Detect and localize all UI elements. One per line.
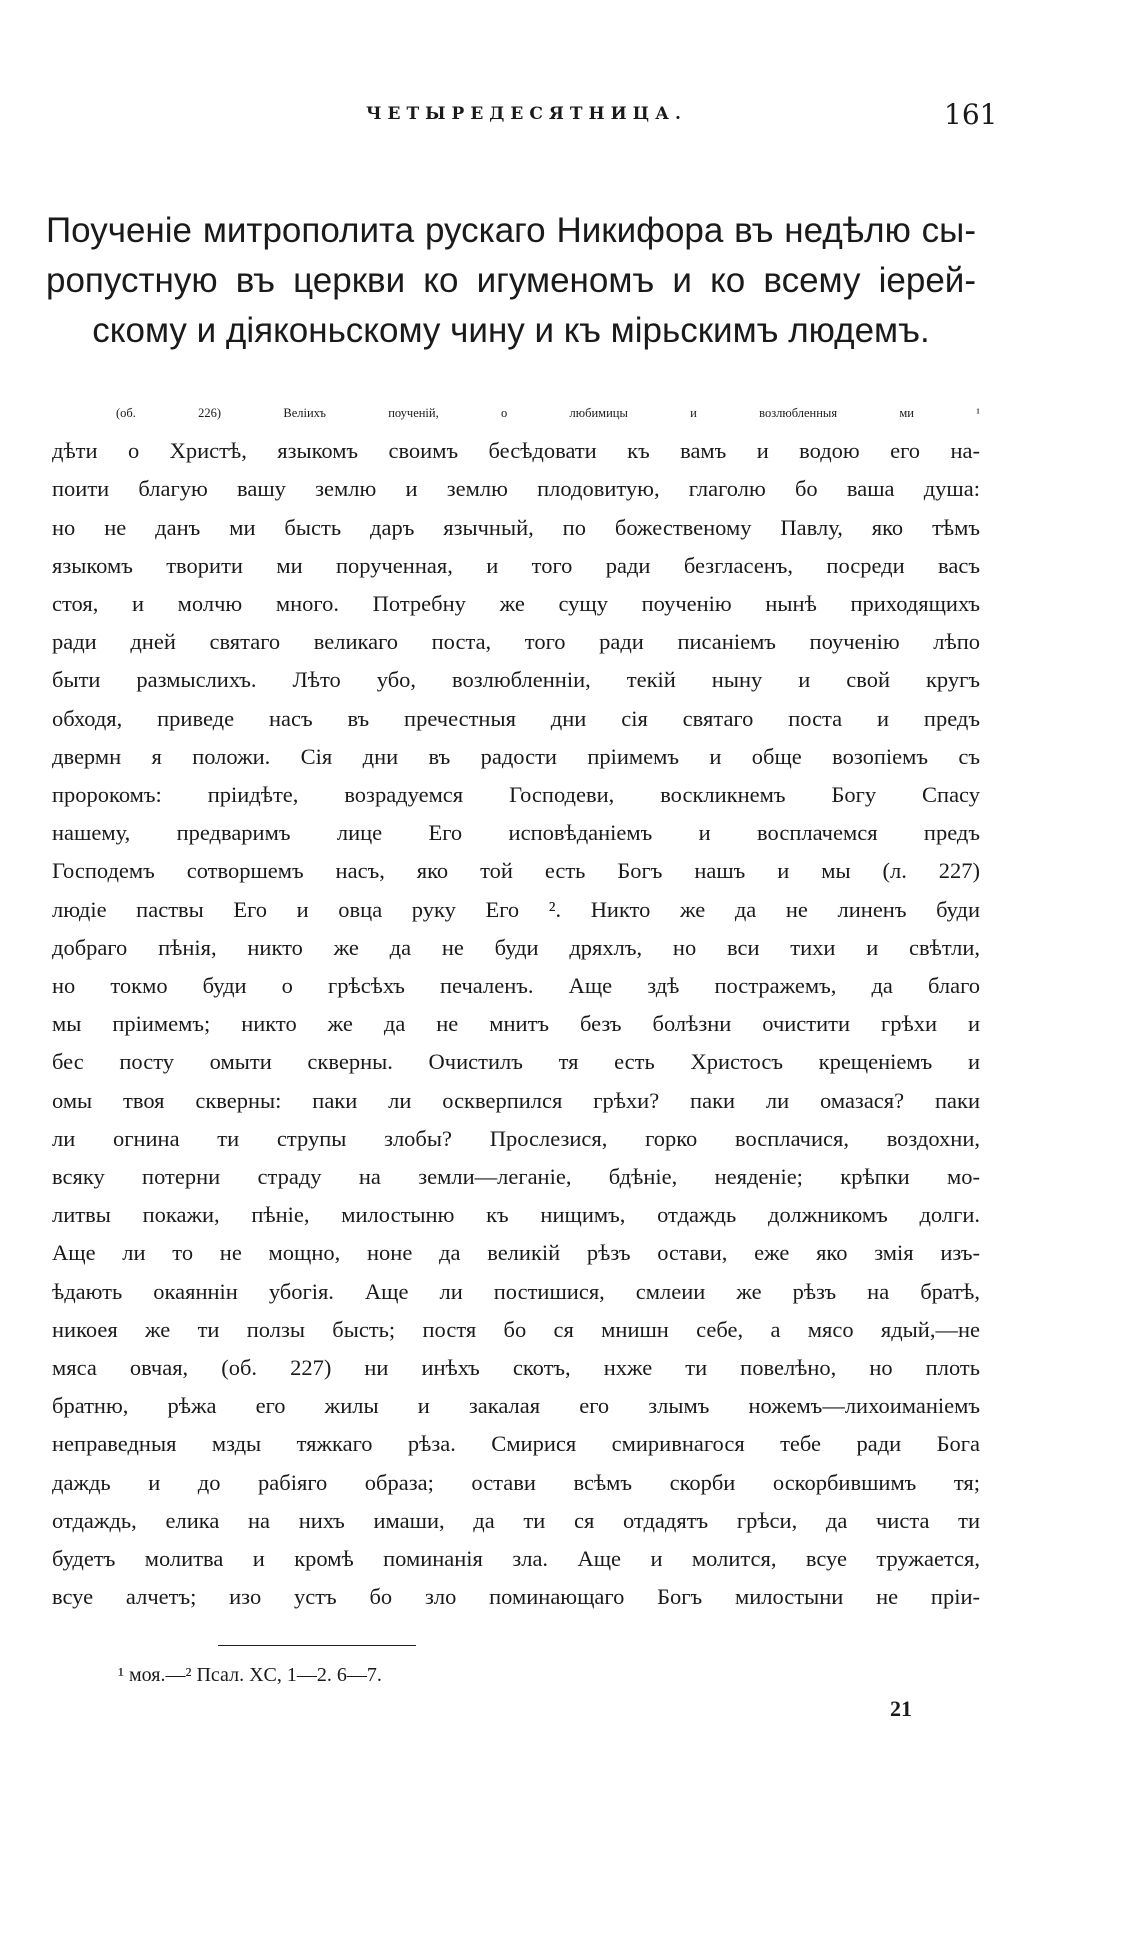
- page-number: 161: [944, 98, 998, 131]
- body-line: пророкомъ: пріидѣте, возрадуемся Господеви, воскликнемъ Богу Спасу: [52, 782, 980, 808]
- body-line: литвы покажи, пѣніе, милостыню къ нищимъ, отдаждь должникомъ долги.: [52, 1202, 980, 1228]
- title-line: ропустную въ церкви ко игуменомъ и ко всему іерей-: [46, 261, 976, 300]
- body-line: Аще ли то не мощно, ноне да великій рѣзъ остави, еже яко змія изъ-: [52, 1240, 980, 1266]
- body-line: ли огнина ти струпы злобы? Прослезися, горко восплачися, воздохни,: [52, 1125, 980, 1151]
- body-line: двермн я положи. Сія дни въ радости пріимемъ и обще возопіемъ съ: [52, 743, 980, 769]
- body-line: обходя, приведе насъ въ пречестныя дни сія святаго поста и предъ: [52, 705, 980, 731]
- body-line: даждь и до рабіяго образа; остави всѣмъ скорби оскорбившимъ тя;: [52, 1469, 980, 1495]
- body-line: дѣти о Христѣ, языкомъ своимъ бесѣдовати къ вамъ и водою его на-: [52, 438, 980, 464]
- body-line: неправедныя мзды тяжкаго рѣза. Смирися смиривнагося тебе ради Бога: [52, 1431, 980, 1457]
- body-line: омы твоя скверны: паки ли оскверпился грѣхи? паки ли омазася? паки: [52, 1087, 980, 1113]
- body-line: быти размыслихъ. Лѣто убо, возлюбленніи, текій ныну и свой кругъ: [52, 667, 980, 693]
- title-line: скому и діяконьскому чину и къ мірьскимъ людемъ.: [92, 311, 930, 350]
- body-line: братню, рѣжа его жилы и закалая его злымъ ножемъ—лихоиманіемъ: [52, 1393, 980, 1419]
- body-line: мы пріимемъ; никто же да не мнитъ безъ болѣзни очистити грѣхи и: [52, 1011, 980, 1037]
- body-line: поити благую вашу землю и землю плодовитую, глаголю бо ваша душа:: [52, 476, 980, 502]
- title-line: Поученіе митрополита рускаго Никифора въ недѣлю сы-: [46, 211, 976, 250]
- body-line: но токмо буди о грѣсѣхъ печаленъ. Аще здѣ постражемъ, да благо: [52, 973, 980, 999]
- sermon-title: [46, 206, 976, 356]
- body-line: нашему, предваримъ лице Его исповѣданіемъ и восплачемся предъ: [52, 820, 980, 846]
- body-line: (об. 226) Велiихъ поученій, о любимицы и возлюбленныя ми ¹: [116, 406, 980, 420]
- footnote-divider: [218, 1645, 416, 1646]
- running-title: ЧЕТЫРЕДЕСЯТНИЦА.: [366, 104, 687, 124]
- body-line: стоя, и молчю много. Потребну же сущу поученію нынѣ приходящихъ: [52, 591, 980, 617]
- body-line: никоея же ти ползы бысть; постя бо ся мнишн себе, а мясо ядый,—не: [52, 1316, 980, 1342]
- body-line: всуе алчетъ; изо устъ бо зло поминающаго Богъ милостыни не пріи-: [52, 1584, 980, 1610]
- sermon-body: [52, 394, 980, 1617]
- body-line: будетъ молитва и кромѣ поминанія зла. Аще и молится, всуе тружается,: [52, 1546, 980, 1572]
- body-line: добраго пѣнія, никто же да не буди дряхлъ, но вси тихи и свѣтли,: [52, 934, 980, 960]
- body-line: ради дней святаго великаго поста, того ради писаніемъ поученію лѣпо: [52, 629, 980, 655]
- body-line: бес посту омыти скверны. Очистилъ тя есть Христосъ крещеніемъ и: [52, 1049, 980, 1075]
- body-line: ѣдають окаяннін убогія. Аще ли постишися, смлеии же рѣзъ на братѣ,: [52, 1278, 980, 1304]
- body-line: всяку потерни страду на земли—леганіе, бдѣніе, неяденіе; крѣпки мо-: [52, 1164, 980, 1190]
- body-line: языкомъ творити ми порученная, и того ради безгласенъ, посреди васъ: [52, 552, 980, 578]
- body-line: но не данъ ми бысть даръ язычный, по божественому Павлу, яко тѣмъ: [52, 514, 980, 540]
- body-line: отдаждь, елика на нихъ имаши, да ти ся отдадятъ грѣси, да чиста ти: [52, 1507, 980, 1533]
- signature-mark: 21: [890, 1696, 912, 1721]
- running-head: [0, 98, 1140, 144]
- body-line: мяса овчая, (об. 227) ни инѣхъ скотъ, нхже ти повелѣно, но плоть: [52, 1355, 980, 1381]
- body-line: Господемъ сотворшемъ насъ, яко той есть Богъ нашъ и мы (л. 227): [52, 858, 980, 884]
- body-line: людіе паствы Его и овца руку Его ². Никто же да не линенъ буди: [52, 896, 980, 922]
- footnotes: ¹ моя.—² Псал. XC, 1—2. 6—7.: [118, 1664, 382, 1686]
